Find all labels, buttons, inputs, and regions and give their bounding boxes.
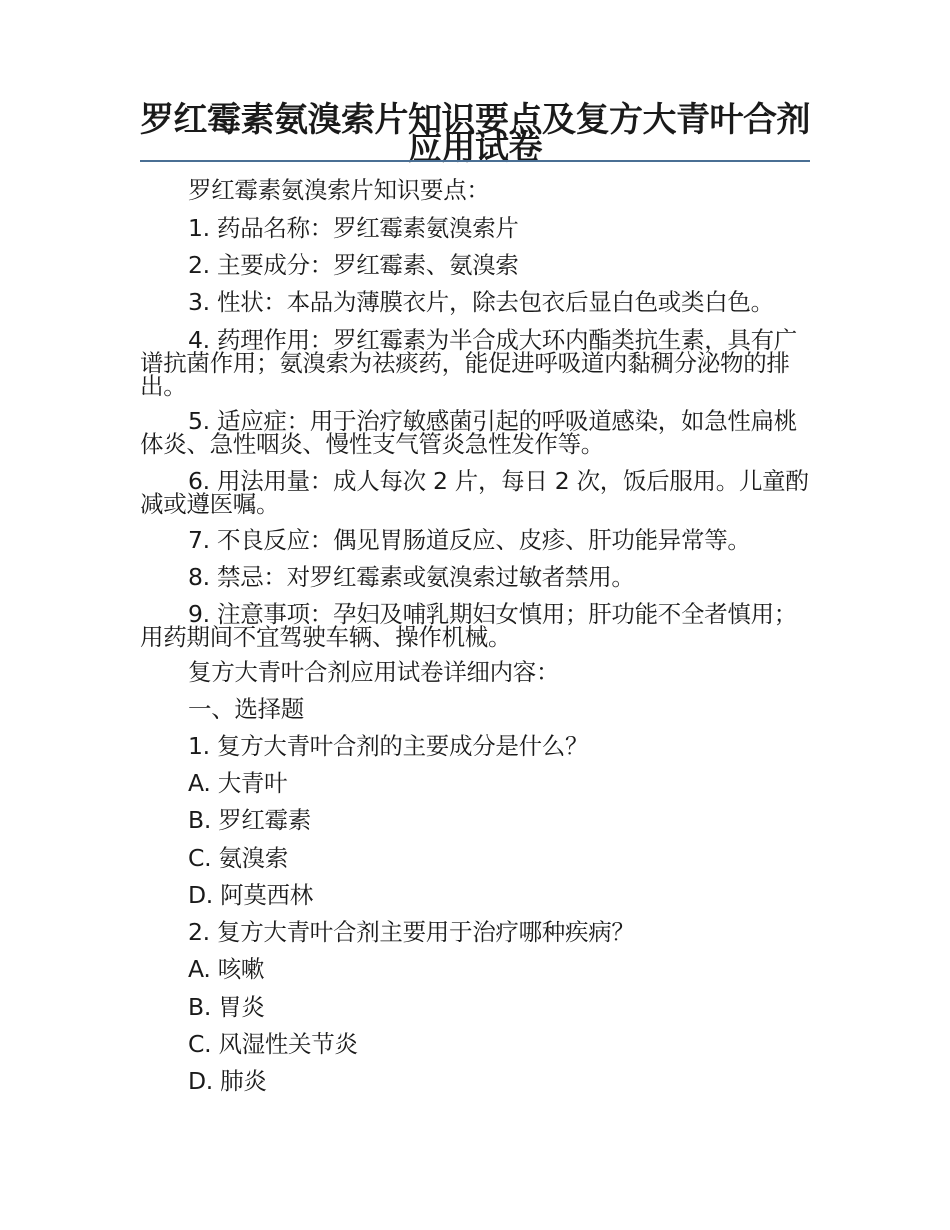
item-pharmacology: 4. 药理作用：罗红霉素为半合成大环内酯类抗生素，具有广谱抗菌作用；氨溴索为祛痰药，能促进呼吸道内黏稠分泌物的排出。	[140, 326, 797, 401]
question-2: 2. 复方大青叶合剂主要用于治疗哪种疾病？	[188, 918, 635, 946]
question-2-option-c: C. 风湿性关节炎	[188, 1030, 358, 1058]
question-1: 1. 复方大青叶合剂的主要成分是什么？	[188, 732, 589, 760]
section-heading-exam: 复方大青叶合剂应用试卷详细内容：	[188, 658, 560, 686]
item-main-ingredients: 2. 主要成分：罗红霉素、氨溴索	[188, 251, 519, 279]
item-contraindications: 8. 禁忌：对罗红霉素或氨溴索过敏者禁用。	[188, 563, 635, 591]
item-dosage: 6. 用法用量：成人每次 2 片，每日 2 次，饭后服用。儿童酌减或遵医嘱。	[140, 467, 809, 519]
document-title: 罗红霉素氨溴索片知识要点及复方大青叶合剂应用试卷	[140, 100, 810, 168]
question-1-option-b: B. 罗红霉素	[188, 806, 311, 834]
item-indications: 5. 适应症：用于治疗敏感菌引起的呼吸道感染，如急性扁桃体炎、急性咽炎、慢性支气管炎急性发作等。	[140, 407, 797, 459]
item-drug-name: 1. 药品名称：罗红霉素氨溴索片	[188, 214, 519, 242]
title-underline	[140, 160, 810, 162]
section-heading-roxithromycin: 罗红霉素氨溴索片知识要点：	[188, 176, 490, 204]
question-1-option-a: A. 大青叶	[188, 769, 288, 797]
section-multiple-choice: 一、选择题	[188, 695, 304, 723]
question-1-option-d: D. 阿莫西林	[188, 881, 313, 909]
item-appearance: 3. 性状：本品为薄膜衣片，除去包衣后显白色或类白色。	[188, 288, 774, 316]
item-precautions: 9. 注意事项：孕妇及哺乳期妇女慎用；肝功能不全者慎用；用药期间不宜驾驶车辆、操作机械。	[140, 600, 797, 652]
question-1-option-c: C. 氨溴索	[188, 844, 289, 872]
question-2-option-a: A. 咳嗽	[188, 955, 265, 983]
item-adverse-reactions: 7. 不良反应：偶见胃肠道反应、皮疹、肝功能异常等。	[188, 526, 751, 554]
question-2-option-d: D. 肺炎	[188, 1067, 267, 1095]
question-2-option-b: B. 胃炎	[188, 993, 265, 1021]
